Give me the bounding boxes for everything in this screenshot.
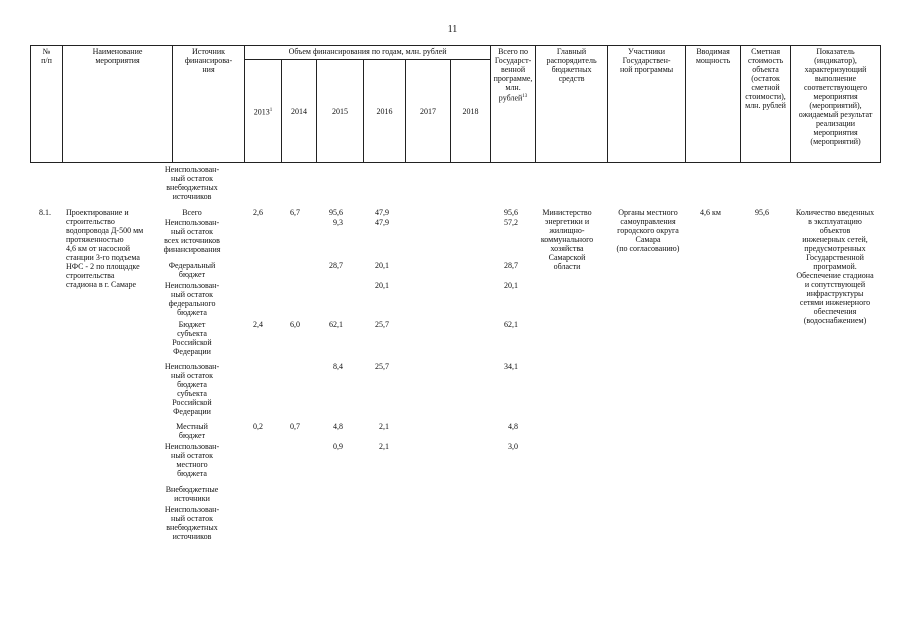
row-value-y2015: 28,7 — [329, 261, 343, 270]
header-total: Всего по Государст- венной программе, млн. рублей$^{13}$ — [491, 46, 536, 163]
row-value-y2016: 20,1 — [375, 281, 389, 290]
row-value-y2014: 0,7 — [290, 422, 300, 431]
row-value-y2015: 9,3 — [333, 218, 343, 227]
header-year-2017: 2017 — [406, 60, 451, 163]
item-admin: Министерство энергетики и жилищно- коммунального хозяйства Самарской области — [540, 208, 594, 271]
row-value-total: 4,8 — [508, 422, 518, 431]
row-value-y2016: 25,7 — [375, 320, 389, 329]
row-value-total: 57,2 — [504, 218, 518, 227]
header-year-2016: 2016 — [364, 60, 406, 163]
row-value-y2015: 8,4 — [333, 362, 343, 371]
row-source: Неиспользован- ный остаток внебюджетных источников — [164, 505, 220, 541]
header-year-2014: 2014 — [282, 60, 317, 163]
row-source: Всего — [182, 208, 202, 217]
row-source: Федеральный бюджет — [168, 261, 216, 279]
header-admin: Главный распорядитель бюджетных средств — [536, 46, 608, 163]
header-indicator: Показатель (индикатор), характеризующий выполнение соответствующего мероприятия (мероприятий), ожидаемый результат реализации мероприятия (мероприятий) — [791, 46, 881, 163]
row-value-y2015: 62,1 — [329, 320, 343, 329]
item-participants: Органы местного самоуправления городского округа Самара (по согласованию) — [616, 208, 680, 253]
row-value-y2016: 20,1 — [375, 261, 389, 270]
row-value-y2016: 2,1 — [379, 422, 389, 431]
item-name: Проектирование и строительство водопровода Д-500 мм протяженностью 4,6 км от насосной станции 3-го подъема НФС - 2 по площадке строительства стадиона в г. Самаре — [66, 208, 144, 289]
carry-over-source: Неиспользован- ный остаток внебюджетных источников — [164, 165, 220, 201]
row-value-y2013: 2,4 — [253, 320, 263, 329]
row-source: Неиспользован- ный остаток местного бюджета — [164, 442, 220, 478]
row-value-total: 95,6 — [504, 208, 518, 217]
row-source: Неиспользован- ный остаток всех источников финансирования — [163, 218, 221, 254]
header-volume: Объем финансирования по годам, млн. рублей — [245, 46, 491, 60]
row-value-total: 62,1 — [504, 320, 518, 329]
row-value-y2013: 0,2 — [253, 422, 263, 431]
row-source: Бюджет субъекта Российской Федерации — [172, 320, 212, 356]
header-num: № п/п — [31, 46, 63, 163]
row-source: Неиспользован- ный остаток федерального бюджета — [164, 281, 220, 317]
item-estimate: 95,6 — [755, 208, 769, 217]
item-number: 8.1. — [39, 208, 51, 217]
row-value-y2014: 6,0 — [290, 320, 300, 329]
header-year-2013: 2013$^1$ — [245, 60, 282, 163]
header-name: Наименование мероприятия — [63, 46, 173, 163]
row-value-y2014: 6,7 — [290, 208, 300, 217]
row-value-total: 20,1 — [504, 281, 518, 290]
row-value-total: 28,7 — [504, 261, 518, 270]
row-value-y2013: 2,6 — [253, 208, 263, 217]
row-value-y2015: 95,6 — [329, 208, 343, 217]
table-header — [30, 45, 881, 163]
row-value-total: 3,0 — [508, 442, 518, 451]
row-value-total: 34,1 — [504, 362, 518, 371]
row-value-y2015: 0,9 — [333, 442, 343, 451]
row-source: Неиспользован- ный остаток бюджета субъекта Российской Федерации — [164, 362, 220, 416]
row-source: Местный бюджет — [176, 422, 208, 440]
row-value-y2016: 2,1 — [379, 442, 389, 451]
header-estimate: Сметная стоимость объекта (остаток сметной стоимости), млн. рублей — [741, 46, 791, 163]
row-value-y2016: 25,7 — [375, 362, 389, 371]
header-source: Источник финансирова- ния — [173, 46, 245, 163]
row-value-y2016: 47,9 — [375, 208, 389, 217]
row-value-y2016: 47,9 — [375, 218, 389, 227]
page-number: 11 — [447, 24, 458, 35]
header-participants: Участники Государствен- ной программы — [608, 46, 686, 163]
header-capacity: Вводимая мощность — [686, 46, 741, 163]
row-value-y2015: 4,8 — [333, 422, 343, 431]
header-year-2018: 2018 — [451, 60, 491, 163]
header-year-2015: 2015 — [317, 60, 364, 163]
item-capacity: 4,6 км — [700, 208, 721, 217]
item-indicator: Количество введенных в эксплуатацию объектов инженерных сетей, предусмотренных Государственной программой. Обеспечение стадиона и сопутствующей инфраструктуры сетями инженерного обеспечения (водоснабжением) — [795, 208, 875, 325]
row-source: Внебюджетные источники — [165, 485, 219, 503]
